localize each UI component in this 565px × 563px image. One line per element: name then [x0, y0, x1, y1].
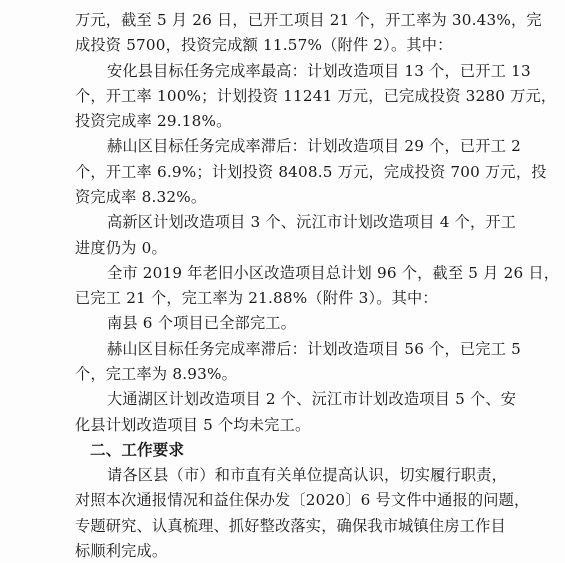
text-line: 资完成率 8.32%。 [75, 188, 207, 206]
text-line: 进度仍为 0。 [75, 238, 167, 257]
text-line: 对照本次通报情况和益住保办发〔2020〕6 号文件中通报的问题， [75, 491, 530, 510]
text-line: 全市 2019 年老旧小区改造项目总计划 96 个，截至 5 月 26 日， [107, 263, 560, 282]
text-line: 成投资 5700，投资完成额 11.57%（附件 2）。其中： [75, 36, 453, 55]
text-line: 标顺利完成。 [75, 542, 168, 560]
text-line: 个，开工率 6.9%；计划投资 8408.5 万元，完成投资 700 万元，投 [75, 162, 547, 181]
text-line: 专题研究、认真梳理、抓好整改落实，确保我市城镇住房工作目 [75, 516, 506, 535]
text-line: 高新区计划改造项目 3 个、沅江市计划改造项目 4 个，开工 [107, 213, 517, 232]
text-line: 投资完成率 29.18%。 [75, 112, 232, 131]
section-heading: 二、工作要求 [90, 440, 185, 459]
text-line: 请各区县（市）和市直有关单位提高认识，切实履行职责， [107, 466, 508, 485]
text-line: 大通湖区计划改造项目 2 个、沅江市计划改造项目 5 个、安 [107, 390, 517, 409]
text-line: 南县 6 个项目已全部完工。 [107, 314, 297, 333]
text-line: 已完工 21 个，完工率为 21.88%（附件 3）。其中： [75, 289, 438, 308]
text-line: 赫山区目标任务完成率滞后：计划改造项目 29 个，已开工 2 [107, 137, 521, 156]
text-line: 化县计划改造项目 5 个均未完工。 [75, 415, 311, 434]
text-line: 个，开工率 100%；计划投资 11241 万元，已完成投资 3280 万元， [75, 86, 557, 105]
text-line: 赫山区目标任务完成率滞后：计划改造项目 56 个，已完工 5 [107, 339, 521, 358]
text-line: 万元，截至 5 月 26 日，已开工项目 21 个，开工率为 30.43%，完 [75, 11, 542, 29]
text-line: 个，完工率为 8.93%。 [75, 365, 237, 383]
text-line: 安化县目标任务完成率最高：计划改造项目 13 个，已开工 13 [107, 61, 531, 80]
